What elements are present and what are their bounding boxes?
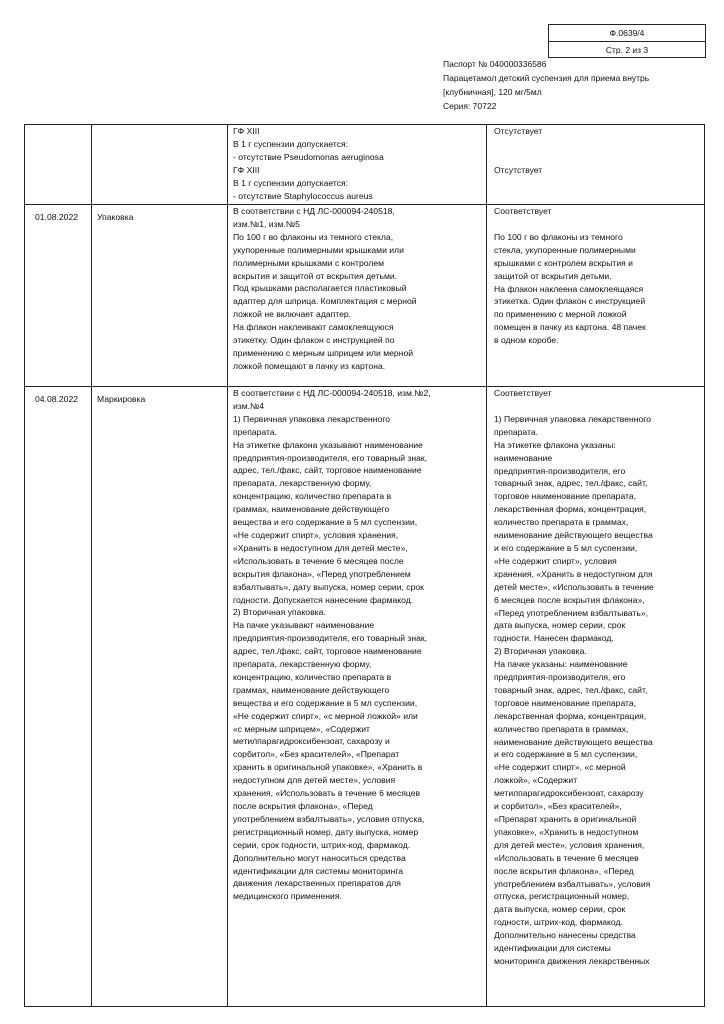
requirement-cell-line: ложкой помещают в пачку из картона. <box>233 360 386 371</box>
result-cell-line <box>494 138 698 151</box>
result-cell-line: 2) Вторичная упаковка. <box>494 646 587 657</box>
result-cell-line: мониторинга движения лекарственных <box>494 955 650 966</box>
result-cell-line: употреблением взбалтывать», условия <box>494 878 651 889</box>
result-cell-line: и сорбитол», «Без красителей», <box>494 801 622 812</box>
product-dosage: [клубничная], 120 мг/5мл <box>443 87 542 97</box>
requirement-cell-line: вскрытия и защитой от вскрытия детьми. <box>233 270 398 281</box>
requirement-cell-line: препарата, лекарственную форму, <box>233 659 372 670</box>
result-cell-line: товарный знак, адрес, тел./факс, сайт, <box>494 478 648 489</box>
date-cell <box>25 125 92 205</box>
result-cell-line: Отсутствует <box>494 126 543 136</box>
requirement-cell-line: метилпарагидроксибензоат, сахарозу и <box>233 736 390 747</box>
result-cell-line: защитой от вскрытия детьми. <box>494 270 612 281</box>
result-cell-line: и его содержание в 5 мл суспензии, <box>494 542 638 553</box>
indicator-cell-text: Упаковка <box>97 212 134 222</box>
indicator-cell <box>92 387 228 1007</box>
requirement-cell-line: употреблением взбалтывать», условия отпуска, <box>233 813 425 824</box>
indicator-cell <box>92 125 228 205</box>
requirement-cell-line: укупоренные полимерными крышками или <box>233 244 404 255</box>
result-cell-line: идентификации для системы <box>494 943 611 954</box>
result-cell-line: Соответствует <box>494 388 552 398</box>
result-cell-line: «Перед употреблением взбалтывать», <box>494 607 648 618</box>
result-cell-line: в одном коробе. <box>494 335 559 346</box>
indicator-cell-text: Маркировка <box>97 394 146 404</box>
result-cell-line: «Препарат хранить в оригинальной <box>494 814 637 824</box>
requirement-cell-line: хранить в оригинальной упаковке», «Хранить в <box>233 762 423 773</box>
result-cell-line: и его содержание в 5 мл суспензии, <box>494 749 638 760</box>
result-cell-line <box>494 151 698 164</box>
result-cell-line: дата выпуска, номер серии, срок <box>494 904 626 915</box>
indicator-cell <box>92 205 228 387</box>
requirement-cell-line: адрес, тел./факс, сайт, торговое наименование <box>233 465 422 476</box>
requirement-cell-line: предприятия-производителя, его товарный знак, <box>233 452 428 463</box>
requirement-cell-line: На флакон наклеивают самоклеящуюся <box>233 322 394 333</box>
result-cell <box>487 387 705 1007</box>
result-cell-line <box>494 218 698 231</box>
result-cell-line: На этикетке флакона указаны: <box>494 439 616 450</box>
requirement-cell-line: серии, срок годности, штрих-код, фармакод. <box>233 839 411 850</box>
form-code: Ф.0639/4 <box>609 28 645 38</box>
result-cell-line: после вскрытия флакона», «Перед <box>494 865 634 876</box>
requirement-cell-line: граммах, наименование действующего <box>233 504 390 515</box>
quality-passport-table <box>24 124 705 1007</box>
requirement-cell-line: регистрационный номер, дату выпуска, номер <box>233 826 419 837</box>
result-cell-line: помещен в пачку из картона. 48 пачек <box>494 322 646 333</box>
result-cell-line: годности. Нанесен фармакод. <box>494 633 614 644</box>
result-cell-line: «Использовать в течение 6 месяцев <box>494 852 639 863</box>
table-row <box>25 205 705 387</box>
requirement-cell-line: адаптер для шприца. Комплектация с мерной <box>233 296 417 307</box>
requirement-cell-line: ГФ XIII <box>233 126 260 136</box>
requirement-cell-line: В соответствии с НД ЛС-000094-240518, изм.№2, <box>233 388 431 398</box>
requirement-cell <box>228 125 487 205</box>
requirement-cell-line: вещества и его содержание в 5 мл суспензии, <box>233 697 418 708</box>
result-cell-line: для детей месте», условия хранения, <box>494 839 645 850</box>
requirement-cell-line: взбалтывать», дату выпуска, номер серии, срок <box>233 581 424 592</box>
requirement-cell-line: «Не содержит спирт», условия хранения, <box>233 529 399 540</box>
requirement-cell-line: Дополнительно могут наноситься средства <box>233 852 406 863</box>
form-code-box <box>548 24 706 58</box>
result-cell-line: этикетка. Один флакон с инструкцией <box>494 296 646 307</box>
passport-number: Паспорт № 040000336586 <box>443 59 547 69</box>
date-cell-text: 04.08.2022 <box>35 394 79 404</box>
requirement-cell <box>228 205 487 387</box>
result-cell <box>487 125 705 205</box>
requirement-cell-line: Под крышками располагается пластиковый <box>233 283 407 294</box>
requirement-cell-line: применению с мерным шприцем или мерной <box>233 347 414 358</box>
result-cell-line: метилпарагидроксибензоат, сахарозу <box>494 788 644 799</box>
requirement-cell-line: медицинского применения. <box>233 891 342 902</box>
page-number: Стр. 2 из 3 <box>549 41 705 58</box>
result-cell-line: ложкой», «Содержит <box>494 775 578 786</box>
requirement-cell-line: По 100 г во флаконы из темного стекла, <box>233 231 394 242</box>
requirement-cell-line: препарата. <box>233 426 278 437</box>
result-cell-line: детей месте», «Использовать в течение <box>494 581 654 592</box>
date-cell-text: 01.08.2022 <box>35 212 79 222</box>
requirement-cell-line: полимерными крышками с контролем <box>233 257 385 268</box>
requirement-cell-line: вскрытия флакона», «Перед употреблением <box>233 568 411 579</box>
passport-header <box>443 57 649 113</box>
requirement-cell-line: сорбитол», «Без красителей», «Препарат <box>233 749 400 760</box>
requirement-cell-line: «Не содержит спирт», «с мерной ложкой» или <box>233 710 418 721</box>
result-cell-line: «Не содержит спирт», условия <box>494 555 617 566</box>
requirement-cell-line: На этикетке флакона указывают наименование <box>233 439 423 450</box>
result-cell-line: отпуска, регистрационный номер, <box>494 891 630 902</box>
requirement-cell-line: изм.№4 <box>233 400 265 411</box>
requirement-cell-line: этикетку. Один флакон с инструкцией по <box>233 335 395 346</box>
product-name: Парацетамол детский суспензия для приема внутрь <box>443 73 650 83</box>
result-cell-line: стекла, укупоренные полимерными <box>494 244 636 255</box>
result-cell-line: торговое наименование препарата, <box>494 697 637 708</box>
result-cell <box>487 205 705 387</box>
table-row <box>25 125 705 205</box>
requirement-cell-line: - отсутствие Staphylococcus aureus <box>233 190 373 201</box>
result-cell-line: Соответствует <box>494 206 552 216</box>
date-cell <box>25 205 92 387</box>
requirement-cell-line: концентрацию, количество препарата в <box>233 491 392 502</box>
result-cell-line: лекарственная форма, концентрация, <box>494 504 647 515</box>
result-cell-line: крышками с контролем вскрытия и <box>494 257 633 268</box>
result-cell-line: торговое наименование препарата, <box>494 491 637 502</box>
requirement-cell-line: 2) Вторичная упаковка. <box>233 607 326 618</box>
requirement-cell-line: - отсутствие Pseudomonas aeruginosa <box>233 151 384 162</box>
result-cell-line: На пачке указаны: наименование <box>494 659 628 670</box>
result-cell-line: «Не содержит спирт», «с мерной <box>494 762 626 773</box>
requirement-cell-line: В 1 г суспензии допускается: <box>233 177 349 188</box>
requirement-cell-line: адрес, тел./факс, сайт, торговое наименование <box>233 646 422 657</box>
requirement-cell-line: препарата, лекарственную форму, <box>233 478 372 489</box>
result-cell-line <box>494 400 698 413</box>
requirement-cell-line: вещества и его содержание в 5 мл суспензии, <box>233 517 418 528</box>
result-cell-line: По 100 г во флаконы из темного <box>494 231 623 242</box>
requirement-cell <box>228 387 487 1007</box>
result-cell-line: хранения, «Хранить в недоступном для <box>494 568 653 579</box>
requirement-cell-line: 1) Первичная упаковка лекарственного <box>233 413 390 424</box>
requirement-cell-line: «Использовать в течение 6 месяцев после <box>233 555 404 566</box>
requirement-cell-line: движения лекарственных препаратов для <box>233 878 401 889</box>
requirement-cell-line: ГФ XIII <box>233 164 260 175</box>
requirement-cell-line: хранения, «Использовать в течение 6 месяцев <box>233 788 421 799</box>
requirement-cell-line: В 1 г суспензии допускается: <box>233 138 349 149</box>
requirement-cell-line: годности. Допускается нанесение фармакод. <box>233 594 414 605</box>
requirement-cell-line: граммах, наименование действующего <box>233 684 390 695</box>
result-cell-line: Отсутствует <box>494 164 543 175</box>
requirement-cell-line: «с мерным шприцем», «Содержит <box>233 723 370 734</box>
result-cell-line: Дополнительно нанесены средства <box>494 930 636 941</box>
result-cell-line: годности, штрих-код, фармакод. <box>494 917 623 928</box>
requirement-cell-line: изм.№1, изм.№5 <box>233 218 300 229</box>
result-cell-line: На флакон наклеена самоклеящаяся <box>494 283 644 294</box>
requirement-cell-line: недоступном для детей месте», условия <box>233 775 396 786</box>
requirement-cell-line: концентрацию, количество препарата в <box>233 671 392 682</box>
result-cell-line: 6 месяцев после вскрытия флакона», <box>494 594 645 605</box>
result-cell-line: наименование <box>494 452 553 463</box>
result-cell-line: упаковке», «Хранить в недоступном <box>494 826 639 837</box>
result-cell-line: наименование действующего вещества <box>494 736 653 747</box>
result-cell-line: препарата. <box>494 426 539 437</box>
result-cell-line: предприятия-производителя, его <box>494 465 626 476</box>
requirement-cell-line: предприятия-производителя, его товарный знак, <box>233 633 428 644</box>
result-cell-line: предприятия-производителя, его <box>494 672 626 683</box>
result-cell-line: 1) Первичная упаковка лекарственного <box>494 413 651 424</box>
result-cell-line: лекарственная форма, концентрация, <box>494 710 647 721</box>
result-cell-line: наименование действующего вещества <box>494 530 653 541</box>
requirement-cell-line: идентификации для системы мониторинга <box>233 865 404 876</box>
requirement-cell-line: после вскрытия флакона», «Перед <box>233 801 373 811</box>
requirement-cell-line: В соответствии с НД ЛС-000094-240518, <box>233 206 395 216</box>
result-cell-line: дата выпуска, номер серии, срок <box>494 620 626 631</box>
requirement-cell-line: На пачке указывают наименование <box>233 620 375 631</box>
requirement-cell-line: ложкой не включает адаптер. <box>233 309 352 320</box>
table-row <box>25 387 705 1007</box>
batch-series: Серия: 70722 <box>443 101 497 111</box>
result-cell-line: товарный знак, адрес, тел./факс, сайт, <box>494 684 648 695</box>
result-cell-line: по применению с мерной ложкой <box>494 309 627 320</box>
result-cell-line: количество препарата в граммах, <box>494 517 629 528</box>
requirement-cell-line: «Хранить в недоступном для детей месте», <box>233 542 408 553</box>
result-cell-line: количество препарата в граммах, <box>494 723 629 734</box>
date-cell <box>25 387 92 1007</box>
